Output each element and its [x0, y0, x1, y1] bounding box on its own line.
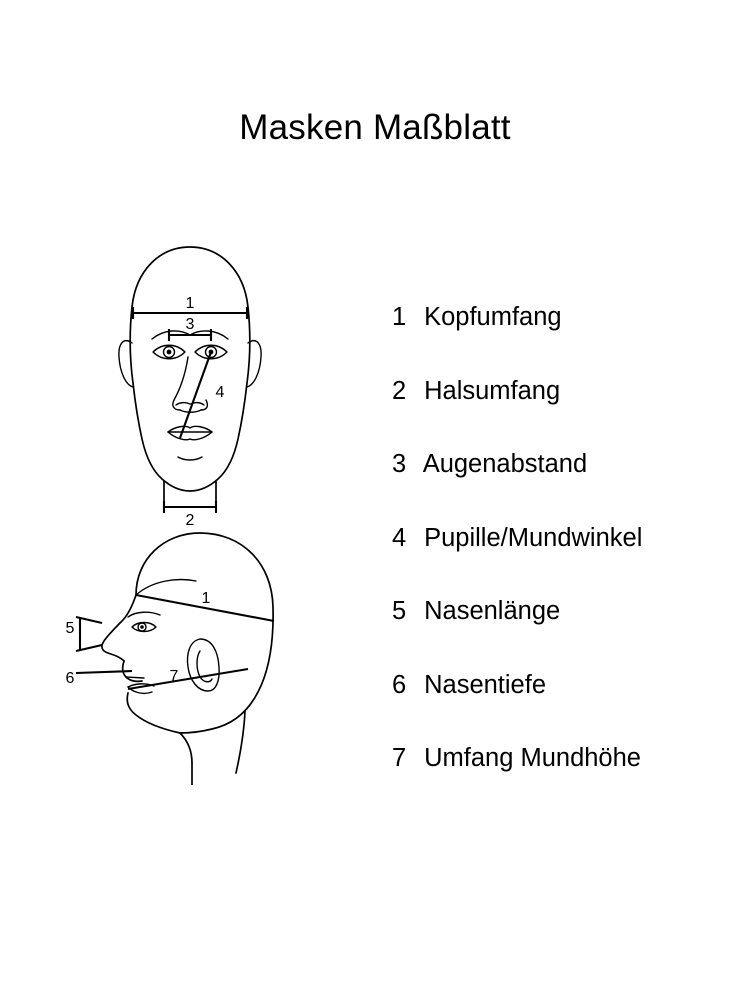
callout-profile-5-label: 5	[65, 620, 75, 637]
front-view-head	[119, 247, 261, 529]
legend-list	[392, 305, 722, 820]
callout-profile-7	[128, 668, 248, 689]
legend-item-6-label: Nasentiefe	[424, 670, 547, 699]
legend-item-7-number: 7	[392, 744, 407, 772]
callout-profile-1	[136, 590, 274, 621]
callout-front-4-label: 4	[215, 384, 225, 401]
callout-front-2	[164, 501, 216, 529]
legend-item-2-label: Halsumfang	[424, 376, 561, 405]
callout-profile-5	[66, 617, 102, 651]
callout-front-3	[169, 316, 211, 341]
callout-front-2-label: 2	[185, 512, 195, 529]
legend-item-6-number: 6	[392, 670, 407, 699]
callout-front-1-label: 1	[185, 295, 195, 312]
legend-item-5-number: 5	[392, 597, 407, 625]
legend-item-2-number: 2	[392, 376, 407, 405]
legend-item-7	[392, 746, 722, 772]
callout-front-3-label: 3	[185, 316, 195, 333]
legend-item-3	[392, 452, 722, 478]
legend-item-5	[392, 599, 722, 625]
legend-item-1-label: Kopfumfang	[424, 303, 562, 331]
legend-item-7-label: Umfang Mundhöhe	[424, 744, 641, 772]
legend-item-3-label: Augenabstand	[422, 450, 588, 478]
page-title: Masken Maßblatt	[239, 108, 511, 147]
callout-profile-7-label: 7	[169, 668, 179, 685]
legend-item-4	[392, 523, 722, 552]
callout-profile-6-label: 6	[65, 670, 75, 687]
callout-profile-6	[66, 670, 132, 687]
profile-view-head	[66, 533, 274, 785]
legend-item-4-label: Pupille/Mundwinkel	[424, 523, 643, 552]
legend-item-1-number: 1	[392, 303, 407, 331]
figure-panel	[40, 225, 370, 785]
legend-item-1	[392, 305, 722, 331]
head-diagrams	[40, 225, 370, 785]
legend-item-3-number: 3	[392, 450, 407, 478]
legend-item-2	[392, 376, 722, 405]
callout-profile-1-label: 1	[201, 590, 211, 607]
legend-item-6	[392, 670, 722, 699]
legend-item-4-number: 4	[392, 523, 407, 552]
legend-item-5-label: Nasenlänge	[424, 597, 561, 625]
